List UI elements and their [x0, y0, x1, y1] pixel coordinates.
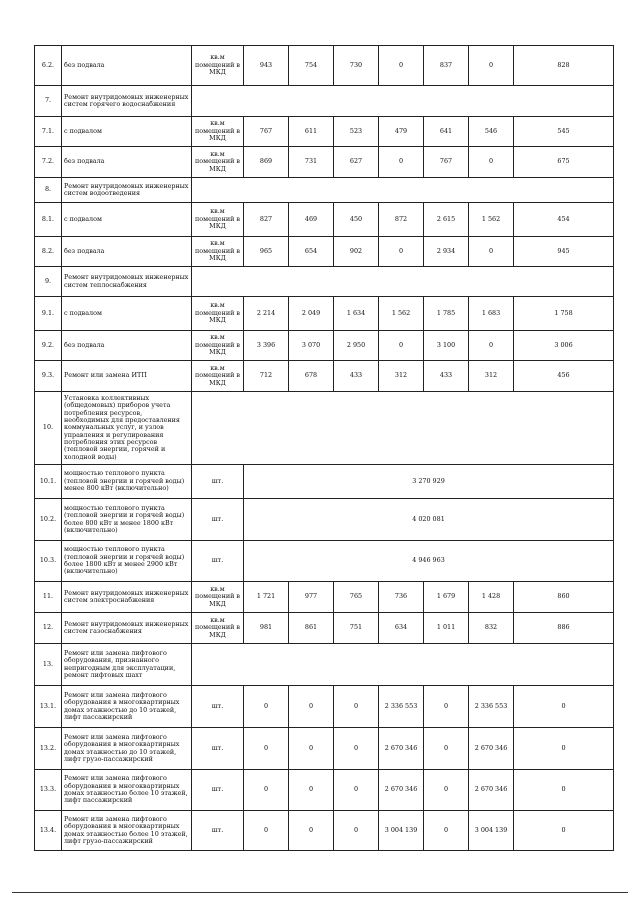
value-cell: 0	[379, 46, 424, 86]
work-name: без подвала	[62, 237, 192, 267]
row-number: 9.3.	[35, 361, 62, 392]
value-cell: 0	[379, 331, 424, 361]
value-cell: 0	[514, 770, 614, 811]
value-cell: 0	[469, 46, 514, 86]
unit-of-measure: шт.	[192, 465, 244, 499]
value-cell: 454	[514, 203, 614, 237]
section-row	[35, 644, 614, 686]
value-cell: 765	[334, 582, 379, 613]
value-cell: 2 670 346	[379, 770, 424, 811]
value-cell: 627	[334, 147, 379, 178]
row-number: 13.1.	[35, 686, 62, 728]
work-name: мощностью теплового пункта (тепловой энергии и горячей воды) менее 800 кВт (включительно)	[62, 465, 192, 499]
work-name: Ремонт или замена лифтового оборудования, признанного непригодным для эксплуатации, ремонт лифтовых шахт	[62, 644, 192, 686]
value-cell: 3 100	[424, 331, 469, 361]
unit-of-measure: кв.м помещений в МКД	[192, 46, 244, 86]
table-row	[35, 613, 614, 644]
work-name: Ремонт внутридомовых инженерных систем горячего водоснабжения	[62, 86, 192, 117]
value-cell: 433	[334, 361, 379, 392]
work-name: Ремонт или замена лифтового оборудования в многоквартирных домах этажностью до 10 этажей, лифт пассажирский	[62, 686, 192, 728]
value-cell: 965	[244, 237, 289, 267]
value-cell: 1 679	[424, 582, 469, 613]
value-cell: 2 615	[424, 203, 469, 237]
value-cell: 827	[244, 203, 289, 237]
value-cell: 2 670 346	[469, 770, 514, 811]
value-cell: 1 428	[469, 582, 514, 613]
work-name: с подвалом	[62, 117, 192, 147]
value-cell: 0	[514, 811, 614, 851]
value-cell: 611	[289, 117, 334, 147]
value-cell: 2 950	[334, 331, 379, 361]
value-cell: 675	[514, 147, 614, 178]
merged-value-cell: 4 946 963	[244, 541, 614, 582]
value-cell: 0	[514, 728, 614, 770]
work-name: мощностью теплового пункта (тепловой энергии и горячей воды) более 1800 кВт и менее 2900 кВт (включительно)	[62, 541, 192, 582]
value-cell: 712	[244, 361, 289, 392]
row-number: 10.3.	[35, 541, 62, 582]
unit-of-measure: кв.м помещений в МКД	[192, 331, 244, 361]
empty-cell	[192, 86, 614, 117]
table-row	[35, 147, 614, 178]
value-cell: 860	[514, 582, 614, 613]
value-cell: 754	[289, 46, 334, 86]
value-cell: 0	[334, 811, 379, 851]
row-number: 13.2.	[35, 728, 62, 770]
work-name: Ремонт или замена лифтового оборудования в многоквартирных домах этажностью более 10 этажей, лифт пассажирский	[62, 770, 192, 811]
value-cell: 1 758	[514, 297, 614, 331]
value-cell: 1 785	[424, 297, 469, 331]
value-cell: 456	[514, 361, 614, 392]
value-cell: 902	[334, 237, 379, 267]
work-name: Ремонт или замена лифтового оборудования в многоквартирных домах этажностью более 10 этажей, лифт грузо-пассажирский	[62, 811, 192, 851]
table-row	[35, 331, 614, 361]
value-cell: 2 214	[244, 297, 289, 331]
value-cell: 0	[334, 770, 379, 811]
value-cell: 0	[424, 770, 469, 811]
value-cell: 861	[289, 613, 334, 644]
value-cell: 0	[289, 811, 334, 851]
row-number: 12.	[35, 613, 62, 644]
value-cell: 450	[334, 203, 379, 237]
value-cell: 1 721	[244, 582, 289, 613]
unit-of-measure: шт.	[192, 811, 244, 851]
row-number: 7.1.	[35, 117, 62, 147]
table-row	[35, 297, 614, 331]
value-cell: 479	[379, 117, 424, 147]
work-name: Ремонт или замена лифтового оборудования в многоквартирных домах этажностью до 10 этажей, лифт грузо-пассажирский	[62, 728, 192, 770]
value-cell: 0	[514, 686, 614, 728]
value-cell: 3 070	[289, 331, 334, 361]
work-name: с подвалом	[62, 297, 192, 331]
value-cell: 828	[514, 46, 614, 86]
table-row	[35, 686, 614, 728]
value-cell: 886	[514, 613, 614, 644]
value-cell: 869	[244, 147, 289, 178]
value-cell: 945	[514, 237, 614, 267]
table-row	[35, 582, 614, 613]
table-body	[35, 46, 614, 851]
unit-of-measure: кв.м помещений в МКД	[192, 361, 244, 392]
unit-of-measure: кв.м помещений в МКД	[192, 237, 244, 267]
row-number: 9.1.	[35, 297, 62, 331]
value-cell: 977	[289, 582, 334, 613]
value-cell: 2 934	[424, 237, 469, 267]
row-number: 7.	[35, 86, 62, 117]
row-number: 11.	[35, 582, 62, 613]
row-number: 8.2.	[35, 237, 62, 267]
value-cell: 3 006	[514, 331, 614, 361]
empty-cell	[192, 392, 614, 465]
row-number: 9.2.	[35, 331, 62, 361]
value-cell: 3 004 139	[379, 811, 424, 851]
work-name: Ремонт внутридомовых инженерных систем теплоснабжения	[62, 267, 192, 297]
value-cell: 2 336 553	[379, 686, 424, 728]
table-row	[35, 770, 614, 811]
value-cell: 943	[244, 46, 289, 86]
value-cell: 0	[469, 331, 514, 361]
value-cell: 837	[424, 46, 469, 86]
empty-cell	[192, 267, 614, 297]
work-name: Ремонт или замена ИТП	[62, 361, 192, 392]
work-name: мощностью теплового пункта (тепловой энергии и горячей воды) более 800 кВт и менее 1800 кВт (включительно)	[62, 499, 192, 541]
value-cell: 433	[424, 361, 469, 392]
value-cell: 0	[379, 147, 424, 178]
value-cell: 0	[469, 147, 514, 178]
work-name: Ремонт внутридомовых инженерных систем электроснабжения	[62, 582, 192, 613]
table-row	[35, 499, 614, 541]
table-row	[35, 361, 614, 392]
row-number: 10.2.	[35, 499, 62, 541]
table-row	[35, 728, 614, 770]
unit-of-measure: кв.м помещений в МКД	[192, 297, 244, 331]
value-cell: 767	[424, 147, 469, 178]
cost-table	[34, 45, 614, 851]
value-cell: 546	[469, 117, 514, 147]
value-cell: 1 634	[334, 297, 379, 331]
row-number: 13.	[35, 644, 62, 686]
work-name: Ремонт внутридомовых инженерных систем газоснабжения	[62, 613, 192, 644]
unit-of-measure: шт.	[192, 770, 244, 811]
row-number: 13.3.	[35, 770, 62, 811]
value-cell: 545	[514, 117, 614, 147]
value-cell: 0	[334, 686, 379, 728]
unit-of-measure: шт.	[192, 541, 244, 582]
table-row	[35, 541, 614, 582]
section-row	[35, 178, 614, 203]
value-cell: 731	[289, 147, 334, 178]
unit-of-measure: кв.м помещений в МКД	[192, 582, 244, 613]
value-cell: 3 004 139	[469, 811, 514, 851]
value-cell: 2 336 553	[469, 686, 514, 728]
page-bottom-rule	[12, 892, 628, 893]
unit-of-measure: шт.	[192, 499, 244, 541]
value-cell: 736	[379, 582, 424, 613]
value-cell: 0	[424, 728, 469, 770]
unit-of-measure: кв.м помещений в МКД	[192, 147, 244, 178]
value-cell: 1 562	[469, 203, 514, 237]
value-cell: 0	[334, 728, 379, 770]
value-cell: 730	[334, 46, 379, 86]
value-cell: 678	[289, 361, 334, 392]
row-number: 13.4.	[35, 811, 62, 851]
work-name: без подвала	[62, 331, 192, 361]
section-row	[35, 86, 614, 117]
unit-of-measure: шт.	[192, 728, 244, 770]
merged-value-cell: 4 020 081	[244, 499, 614, 541]
row-number: 6.2.	[35, 46, 62, 86]
section-row	[35, 392, 614, 465]
table-row	[35, 465, 614, 499]
row-number: 8.1.	[35, 203, 62, 237]
value-cell: 0	[244, 770, 289, 811]
value-cell: 312	[379, 361, 424, 392]
work-name: Установка коллективных (общедомовых) приборов учета потребления ресурсов, необходимых для предоставления коммунальных услуг, и узлов управления и регулирования потребления этих ресурсов (тепловой энергии, горячей и холодной воды)	[62, 392, 192, 465]
work-name: без подвала	[62, 46, 192, 86]
value-cell: 654	[289, 237, 334, 267]
value-cell: 312	[469, 361, 514, 392]
value-cell: 1 562	[379, 297, 424, 331]
merged-value-cell: 3 270 929	[244, 465, 614, 499]
value-cell: 872	[379, 203, 424, 237]
unit-of-measure: шт.	[192, 686, 244, 728]
table-row	[35, 117, 614, 147]
empty-cell	[192, 178, 614, 203]
value-cell: 751	[334, 613, 379, 644]
value-cell: 3 396	[244, 331, 289, 361]
row-number: 7.2.	[35, 147, 62, 178]
row-number: 10.1.	[35, 465, 62, 499]
value-cell: 2 049	[289, 297, 334, 331]
value-cell: 641	[424, 117, 469, 147]
value-cell: 523	[334, 117, 379, 147]
value-cell: 0	[424, 686, 469, 728]
row-number: 9.	[35, 267, 62, 297]
value-cell: 0	[289, 770, 334, 811]
value-cell: 469	[289, 203, 334, 237]
value-cell: 0	[244, 686, 289, 728]
value-cell: 2 670 346	[469, 728, 514, 770]
value-cell: 1 011	[424, 613, 469, 644]
value-cell: 0	[424, 811, 469, 851]
value-cell: 0	[469, 237, 514, 267]
value-cell: 0	[379, 237, 424, 267]
unit-of-measure: кв.м помещений в МКД	[192, 203, 244, 237]
value-cell: 1 683	[469, 297, 514, 331]
value-cell: 981	[244, 613, 289, 644]
work-name: с подвалом	[62, 203, 192, 237]
value-cell: 0	[289, 686, 334, 728]
value-cell: 2 670 346	[379, 728, 424, 770]
table-row	[35, 46, 614, 86]
work-name: Ремонт внутридомовых инженерных систем водоотведения	[62, 178, 192, 203]
section-row	[35, 267, 614, 297]
value-cell: 0	[244, 728, 289, 770]
table-row	[35, 811, 614, 851]
table-row	[35, 237, 614, 267]
unit-of-measure: кв.м помещений в МКД	[192, 613, 244, 644]
value-cell: 0	[289, 728, 334, 770]
table-row	[35, 203, 614, 237]
row-number: 8.	[35, 178, 62, 203]
empty-cell	[192, 644, 614, 686]
work-name: без подвала	[62, 147, 192, 178]
unit-of-measure: кв.м помещений в МКД	[192, 117, 244, 147]
value-cell: 767	[244, 117, 289, 147]
row-number: 10.	[35, 392, 62, 465]
value-cell: 832	[469, 613, 514, 644]
value-cell: 0	[244, 811, 289, 851]
value-cell: 634	[379, 613, 424, 644]
